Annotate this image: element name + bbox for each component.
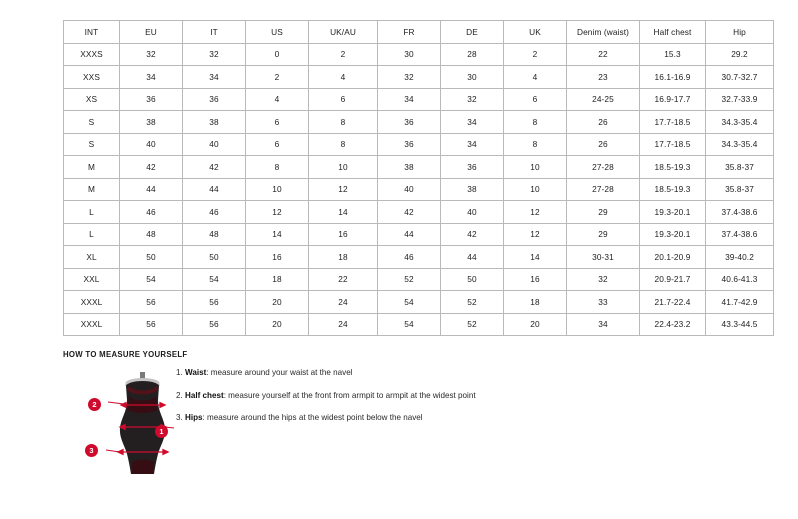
cell-eu: 38 [120,111,183,134]
cell-it: 36 [183,88,246,111]
table-row [64,133,774,156]
table-row [64,201,774,224]
cell-de: 32 [441,88,504,111]
cell-de: 42 [441,223,504,246]
cell-fr: 54 [378,291,441,314]
cell-de: 34 [441,133,504,156]
cell-ukau: 10 [309,156,378,179]
column-header: FR [378,21,441,44]
cell-hip: 29.2 [706,43,774,66]
cell-ukau: 22 [309,268,378,291]
cell-uk: 6 [504,88,567,111]
cell-uk: 2 [504,43,567,66]
cell-eu: 36 [120,88,183,111]
table-header-row [64,21,774,44]
cell-de: 50 [441,268,504,291]
column-header: Half chest [640,21,706,44]
cell-hip: 37.4-38.6 [706,223,774,246]
cell-us: 0 [246,43,309,66]
cell-hip: 35.8-37 [706,156,774,179]
measure-instructions [176,368,596,436]
cell-hip: 34.3-35.4 [706,111,774,134]
cell-eu: 56 [120,313,183,336]
cell-eu: 44 [120,178,183,201]
column-header: UK [504,21,567,44]
cell-half-chest: 15.3 [640,43,706,66]
table-row [64,178,774,201]
column-header: IT [183,21,246,44]
instruction-half-chest [176,391,596,401]
cell-int: L [64,223,120,246]
cell-de: 44 [441,246,504,269]
cell-it: 48 [183,223,246,246]
cell-ukau: 6 [309,88,378,111]
cell-half-chest: 21.7-22.4 [640,291,706,314]
cell-denim: 26 [567,111,640,134]
table-row [64,88,774,111]
cell-it: 44 [183,178,246,201]
cell-fr: 38 [378,156,441,179]
cell-half-chest: 18.5-19.3 [640,156,706,179]
cell-int: S [64,111,120,134]
cell-half-chest: 17.7-18.5 [640,133,706,156]
cell-uk: 12 [504,223,567,246]
cell-us: 10 [246,178,309,201]
cell-uk: 8 [504,133,567,156]
cell-half-chest: 19.3-20.1 [640,223,706,246]
cell-hip: 40.6-41.3 [706,268,774,291]
column-header: Hip [706,21,774,44]
instruction-label: Hips [185,413,203,423]
cell-denim: 29 [567,201,640,224]
cell-ukau: 4 [309,66,378,89]
cell-fr: 54 [378,313,441,336]
cell-denim: 27-28 [567,178,640,201]
cell-half-chest: 16.9-17.7 [640,88,706,111]
cell-it: 42 [183,156,246,179]
cell-us: 12 [246,201,309,224]
cell-int: M [64,178,120,201]
cell-it: 56 [183,291,246,314]
cell-denim: 29 [567,223,640,246]
cell-uk: 12 [504,201,567,224]
table-row [64,111,774,134]
cell-us: 20 [246,291,309,314]
table-row [64,246,774,269]
column-header: DE [441,21,504,44]
cell-uk: 4 [504,66,567,89]
cell-uk: 14 [504,246,567,269]
cell-eu: 34 [120,66,183,89]
table-row [64,66,774,89]
cell-fr: 36 [378,111,441,134]
cell-eu: 32 [120,43,183,66]
cell-denim: 22 [567,43,640,66]
cell-half-chest: 19.3-20.1 [640,201,706,224]
cell-us: 8 [246,156,309,179]
size-chart [63,20,758,336]
instruction-waist [176,368,596,378]
cell-us: 6 [246,133,309,156]
cell-int: XXXL [64,313,120,336]
measure-bullet-3: 3 [85,444,98,457]
cell-ukau: 2 [309,43,378,66]
cell-int: XS [64,88,120,111]
cell-half-chest: 20.9-21.7 [640,268,706,291]
cell-us: 14 [246,223,309,246]
cell-hip: 39-40.2 [706,246,774,269]
cell-de: 34 [441,111,504,134]
cell-hip: 32.7-33.9 [706,88,774,111]
cell-half-chest: 20.1-20.9 [640,246,706,269]
cell-denim: 26 [567,133,640,156]
cell-de: 52 [441,313,504,336]
cell-eu: 42 [120,156,183,179]
cell-int: XXL [64,268,120,291]
cell-half-chest: 22.4-23.2 [640,313,706,336]
cell-half-chest: 18.5-19.3 [640,178,706,201]
instruction-hips [176,413,596,423]
cell-ukau: 16 [309,223,378,246]
cell-denim: 30-31 [567,246,640,269]
cell-it: 50 [183,246,246,269]
cell-eu: 56 [120,291,183,314]
instruction-number: 1. [176,368,185,377]
cell-ukau: 24 [309,313,378,336]
cell-denim: 32 [567,268,640,291]
instruction-text: : measure yourself at the front from armpit to armpit at the widest point [223,390,476,400]
cell-us: 20 [246,313,309,336]
cell-int: XXXS [64,43,120,66]
cell-uk: 16 [504,268,567,291]
cell-half-chest: 17.7-18.5 [640,111,706,134]
cell-hip: 37.4-38.6 [706,201,774,224]
cell-fr: 36 [378,133,441,156]
cell-int: L [64,201,120,224]
table-row [64,268,774,291]
size-table [63,20,774,336]
cell-it: 54 [183,268,246,291]
cell-fr: 44 [378,223,441,246]
cell-uk: 8 [504,111,567,134]
instruction-text: : measure around your waist at the navel [206,368,353,377]
cell-eu: 46 [120,201,183,224]
cell-denim: 33 [567,291,640,314]
cell-eu: 50 [120,246,183,269]
cell-hip: 35.8-37 [706,178,774,201]
cell-fr: 42 [378,201,441,224]
cell-it: 38 [183,111,246,134]
cell-us: 18 [246,268,309,291]
cell-us: 2 [246,66,309,89]
cell-hip: 34.3-35.4 [706,133,774,156]
cell-int: XXS [64,66,120,89]
cell-int: XL [64,246,120,269]
column-header: EU [120,21,183,44]
cell-ukau: 24 [309,291,378,314]
instruction-label: Waist [185,368,207,377]
instruction-label: Half chest [185,390,224,400]
cell-it: 34 [183,66,246,89]
column-header: UK/AU [309,21,378,44]
table-row [64,223,774,246]
cell-de: 52 [441,291,504,314]
cell-fr: 52 [378,268,441,291]
table-row [64,43,774,66]
cell-ukau: 8 [309,133,378,156]
cell-denim: 23 [567,66,640,89]
how-to-measure-title: HOW TO MEASURE YOURSELF [63,350,188,359]
cell-ukau: 14 [309,201,378,224]
cell-fr: 46 [378,246,441,269]
table-row [64,313,774,336]
cell-eu: 48 [120,223,183,246]
cell-de: 40 [441,201,504,224]
cell-half-chest: 16.1-16.9 [640,66,706,89]
cell-uk: 10 [504,156,567,179]
cell-eu: 40 [120,133,183,156]
cell-denim: 27-28 [567,156,640,179]
cell-de: 36 [441,156,504,179]
cell-uk: 18 [504,291,567,314]
column-header: Denim (waist) [567,21,640,44]
cell-fr: 34 [378,88,441,111]
cell-denim: 34 [567,313,640,336]
instruction-text: : measure around the hips at the widest point below the navel [202,413,423,423]
cell-fr: 32 [378,66,441,89]
cell-ukau: 8 [309,111,378,134]
cell-int: S [64,133,120,156]
cell-de: 30 [441,66,504,89]
cell-hip: 41.7-42.9 [706,291,774,314]
measure-bullet-1: 1 [155,425,168,438]
cell-eu: 54 [120,268,183,291]
cell-uk: 20 [504,313,567,336]
cell-uk: 10 [504,178,567,201]
cell-us: 4 [246,88,309,111]
cell-hip: 30.7-32.7 [706,66,774,89]
table-row [64,291,774,314]
cell-us: 6 [246,111,309,134]
column-header: INT [64,21,120,44]
instruction-number: 2. [176,390,185,400]
column-header: US [246,21,309,44]
instruction-number: 3. [176,413,185,423]
cell-denim: 24-25 [567,88,640,111]
cell-fr: 30 [378,43,441,66]
cell-hip: 43.3-44.5 [706,313,774,336]
table-row [64,156,774,179]
cell-us: 16 [246,246,309,269]
cell-int: XXXL [64,291,120,314]
cell-it: 46 [183,201,246,224]
cell-int: M [64,156,120,179]
cell-it: 40 [183,133,246,156]
measure-bullet-2: 2 [88,398,101,411]
cell-it: 32 [183,43,246,66]
cell-de: 38 [441,178,504,201]
cell-ukau: 12 [309,178,378,201]
cell-ukau: 18 [309,246,378,269]
cell-it: 56 [183,313,246,336]
cell-de: 28 [441,43,504,66]
cell-fr: 40 [378,178,441,201]
